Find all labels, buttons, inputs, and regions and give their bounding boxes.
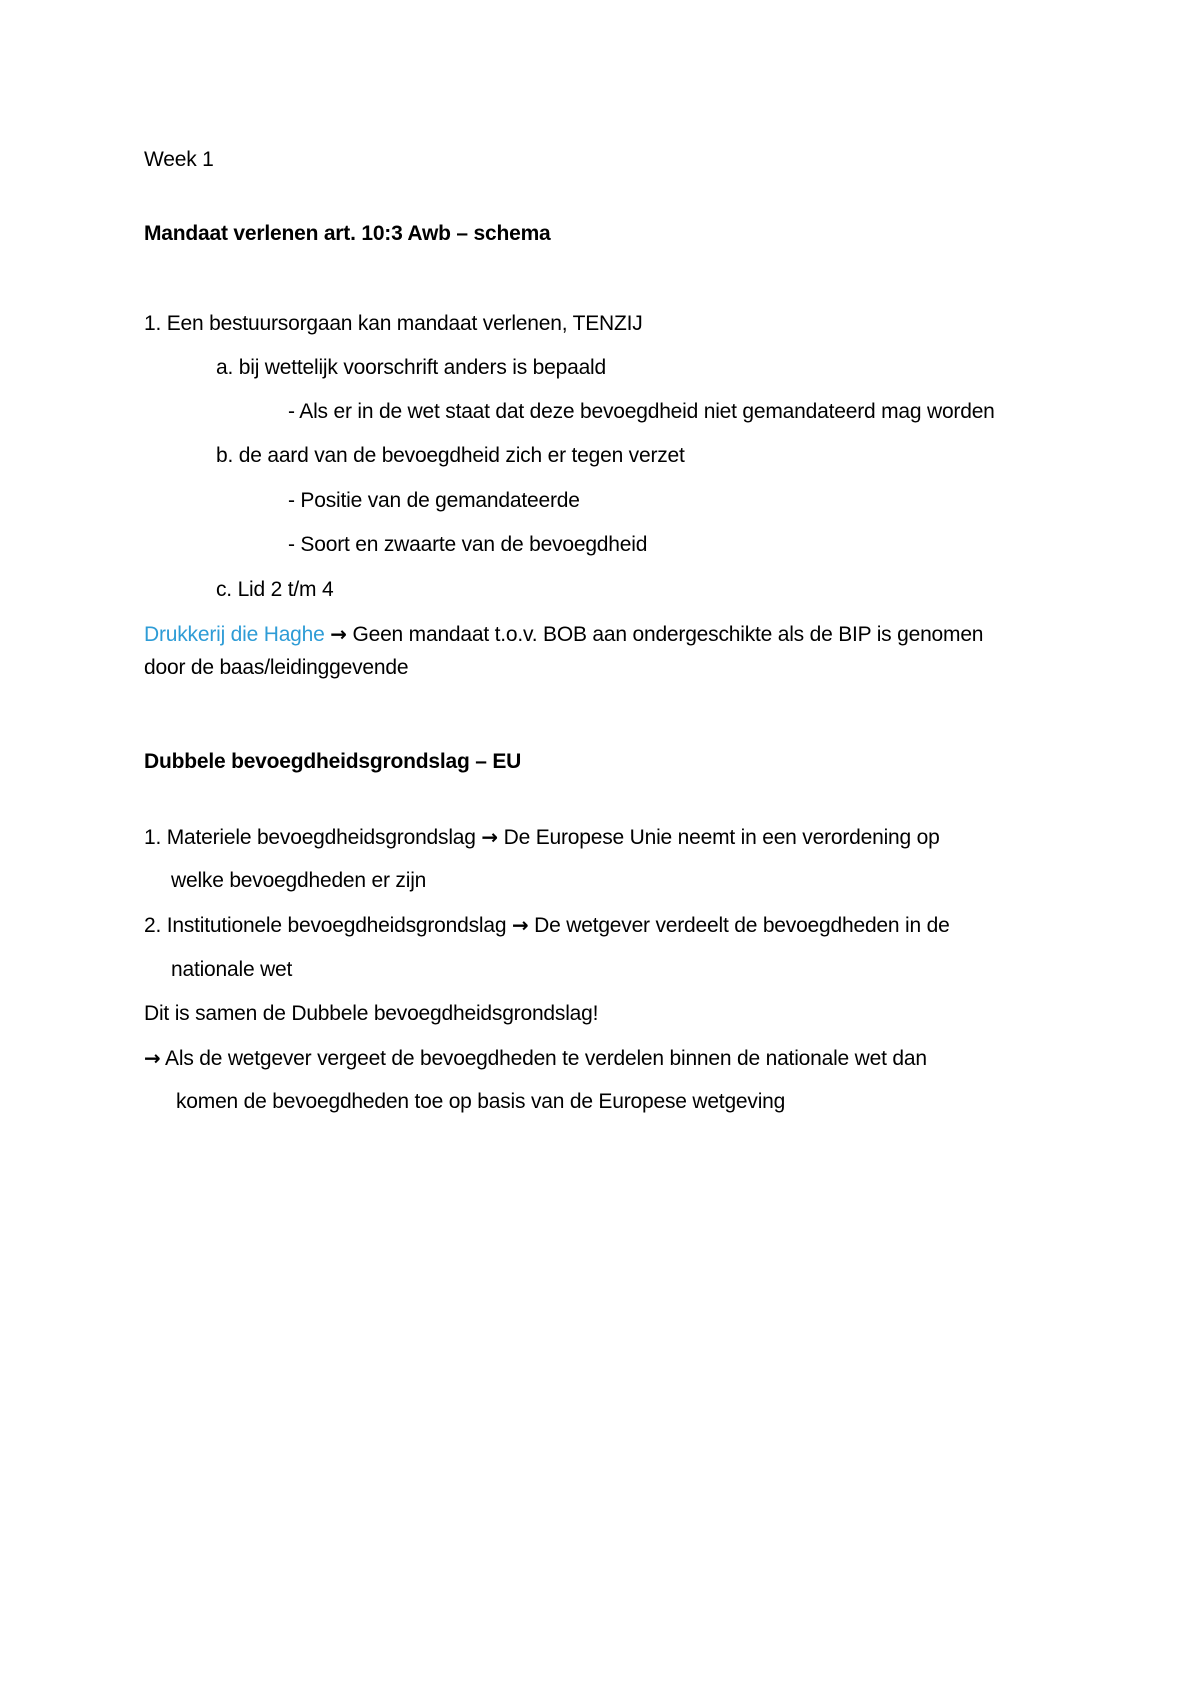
list-subitem-b: b. de aard van de bevoegdheid zich er tegen verzet <box>216 444 685 467</box>
grondslag-item-2-text: De wetgever verdeelt de bevoegdheden in de <box>534 914 950 937</box>
grondslag-item-1-label: 1. Materiele bevoegdheidsgrondslag <box>144 826 476 849</box>
list-subitem-a: a. bij wettelijk voorschrift anders is bepaald <box>216 356 606 379</box>
list-subitem-b-note-1: - Positie van de gemandateerde <box>288 489 580 512</box>
section-heading-mandaat: Mandaat verlenen art. 10:3 Awb – schema <box>144 222 551 245</box>
arrow-right-icon: → <box>330 622 347 646</box>
case-text: Geen mandaat t.o.v. BOB aan ondergeschikte als de BIP is genomen <box>352 623 984 646</box>
list-item-1: 1. Een bestuursorgaan kan mandaat verlenen, TENZIJ <box>144 312 643 335</box>
grondslag-item-1-continuation: welke bevoegdheden er zijn <box>171 869 427 892</box>
conclusion-line-1 <box>144 1045 927 1072</box>
grondslag-item-2-continuation: nationale wet <box>171 958 293 981</box>
grondslag-item-1 <box>144 824 940 851</box>
list-subitem-a-note: - Als er in de wet staat dat deze bevoegdheid niet gemandateerd mag worden <box>288 400 995 423</box>
list-subitem-b-note-2: - Soort en zwaarte van de bevoegdheid <box>288 533 648 556</box>
grondslag-item-2 <box>144 912 950 939</box>
section-heading-dubbele: Dubbele bevoegdheidsgrondslag – EU <box>144 750 522 773</box>
grondslag-item-1-text: De Europese Unie neemt in een verordening op <box>503 826 940 849</box>
arrow-right-icon: → <box>481 825 498 849</box>
case-reference-line-2: door de baas/leidinggevende <box>144 656 409 679</box>
case-reference-line-1 <box>144 621 983 648</box>
arrow-right-icon: → <box>511 913 529 937</box>
conclusion-text: Als de wetgever vergeet de bevoegdheden te verdelen binnen de nationale wet dan <box>165 1047 927 1070</box>
list-subitem-c: c. Lid 2 t/m 4 <box>216 578 334 601</box>
grondslag-item-2-label: 2. Institutionele bevoegdheidsgrondslag <box>144 914 507 937</box>
arrow-right-icon: → <box>144 1046 161 1070</box>
case-name: Drukkerij die Haghe <box>144 623 325 646</box>
summary-text: Dit is samen de Dubbele bevoegdheidsgrondslag! <box>144 1002 599 1025</box>
week-label: Week 1 <box>144 148 214 171</box>
conclusion-line-2: komen de bevoegdheden toe op basis van de Europese wetgeving <box>176 1090 786 1113</box>
